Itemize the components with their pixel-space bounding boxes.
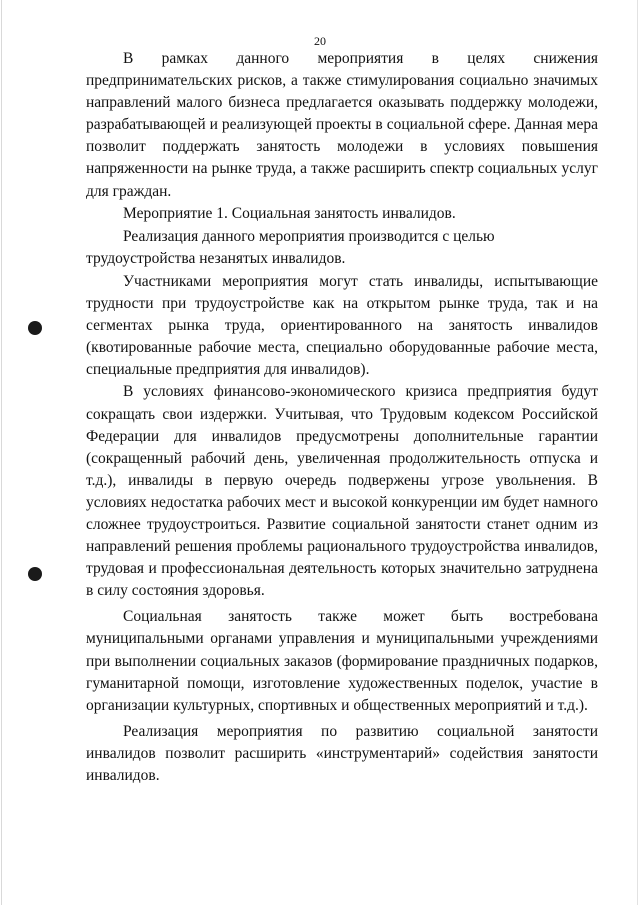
scan-edge-right [637,0,638,905]
paragraph: В рамках данного мероприятия в целях снижения предпринимательских рисков, а также стимулирования социально значимых направлений малого бизнеса предлагается оказывать поддержку молодежи, разрабатывающей и реализующей проекты в социальной сфере. Данная мера позволит поддержать занятость молодежи в условиях повышения напряженности на рынке труда, а также расширить спектр социальных услуг для граждан. [86,50,598,200]
paragraph: Участниками мероприятия могут стать инвалиды, испытывающие трудности при трудоустройстве как на открытом рынке труда, так и на сегментах рынка труда, ориентированного на занятость инвалидов (квотированные рабочие места, специально оборудованные рабочие места, специальные предприятия для инвалидов). [86,272,598,379]
page-number: 20 [314,34,326,48]
scan-edge-left [1,0,2,905]
punch-hole-mark [28,321,42,335]
section-heading: Мероприятие 1. Социальная занятость инвалидов. [123,204,456,222]
document-body [86,48,598,787]
paragraph: Социальная занятость также может быть востребована муниципальными органами управления и муниципальными учреждениями при выполнении социальных заказов (формирование праздничных подарков, гуманитарной помощи, изготовление художественных поделок, участие в организации культурных, спортивных и общественных мероприятий и т.д.). [86,608,598,714]
paragraph: Реализация данного мероприятия производится с целью трудоустройства незанятых инвалидов. [86,227,495,267]
paragraph: В условиях финансово-экономического кризиса предприятия будут сокращать свои издержки. Учитывая, что Трудовым кодексом Российской Федерации для инвалидов предусмотрены дополнительные гарантии (сокращенный рабочий день, увеличенная продолжительность отпуска и т.д.), инвалиды в первую очередь подвержены угрозе увольнения. В условиях недостатка рабочих мест и высокой конкуренции им будет намного сложнее трудоустроиться. Развитие социальной занятости станет одним из направлений решения проблемы рационального трудоустройства инвалидов, трудовая и профессиональная деятельность которых значительно затруднена в силу состояния здоровья. [86,383,598,600]
paragraph: Реализация мероприятия по развитию социальной занятости инвалидов позволит расширить «инструментарий» содействия занятости инвалидов. [86,722,598,784]
punch-hole-mark [28,567,42,581]
